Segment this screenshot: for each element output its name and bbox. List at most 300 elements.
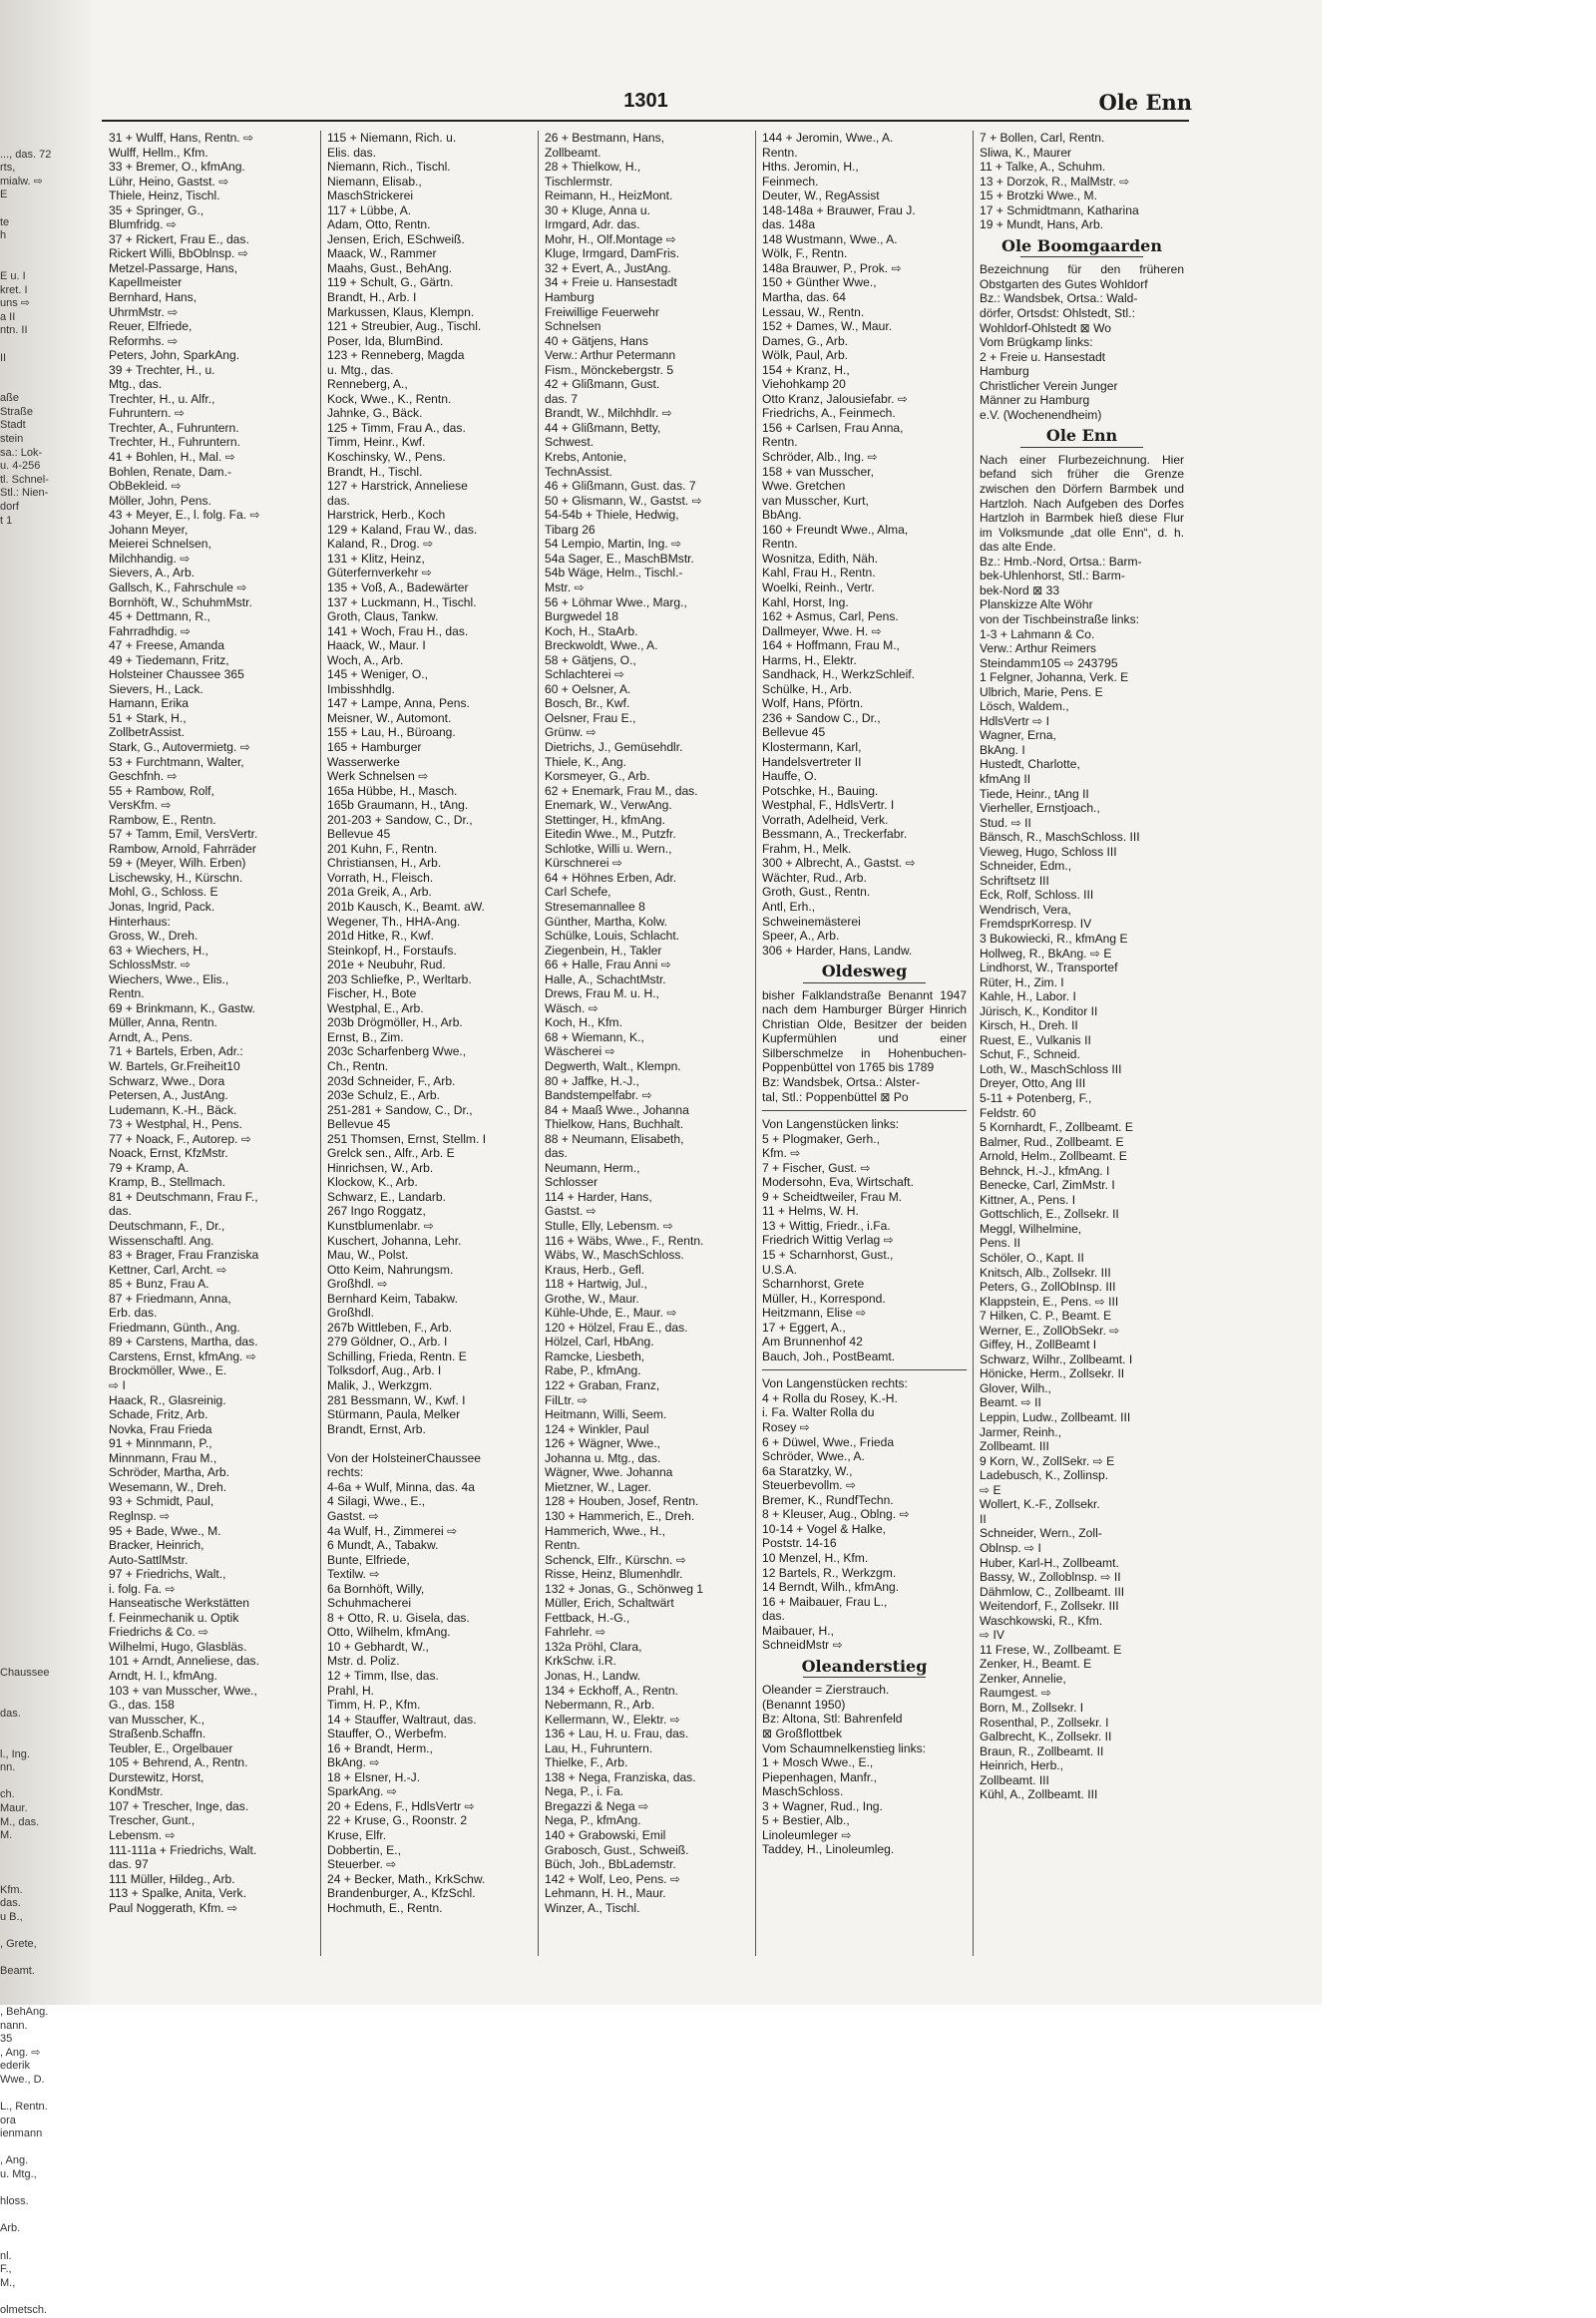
directory-entry: 116 + Wäbs, Wwe., F., Rentn. <box>545 1233 704 1248</box>
directory-entry: Wegener, Th., HHA-Ang. <box>327 914 461 929</box>
directory-entry: 148-148a + Brauwer, Frau J. <box>762 202 916 217</box>
directory-entry: 137 + Luckmann, H., Tischl. <box>327 594 477 609</box>
directory-entry: 64 + Höhnes Erben, Adr. <box>545 870 677 885</box>
directory-entry: 17 + Eggert, A., <box>762 1320 846 1335</box>
margin-fragment <box>0 1436 90 1450</box>
directory-entry: Fuhruntern. ⇨ <box>109 406 186 421</box>
directory-entry: Rentn. <box>109 986 145 1001</box>
directory-entry: 148a Brauwer, P., Prok. ⇨ <box>762 260 902 275</box>
margin-fragment: Straße <box>0 405 34 418</box>
margin-fragment <box>0 813 90 827</box>
directory-entry: Freiwillige Feuerwehr <box>545 304 659 319</box>
directory-entry: Rosey ⇨ <box>762 1420 810 1435</box>
directory-entry: Hammerich, Wwe., H., <box>545 1523 665 1538</box>
directory-entry: 121 + Streubier, Aug., Tischl. <box>327 319 482 334</box>
directory-entry: SchlossMstr. ⇨ <box>109 958 192 972</box>
directory-entry: 63 + Wiechers, H., <box>109 943 208 958</box>
directory-entry: Zollbeamt. <box>545 145 601 160</box>
directory-entry: Lühr, Heino, Gastst. ⇨ <box>109 174 229 189</box>
directory-entry: Beamt. ⇨ II <box>980 1395 1041 1410</box>
directory-entry: Nebermann, R., Arb. <box>545 1698 655 1713</box>
directory-entry: TechnAssist. <box>545 464 612 479</box>
margin-fragment <box>0 622 90 636</box>
directory-entry: Grelck sen., Alfr., Arb. E <box>327 1146 455 1161</box>
margin-fragment <box>0 826 90 840</box>
directory-entry: Brandenburger, A., KfzSchl. <box>327 1886 476 1901</box>
directory-entry: Handelsvertreter II <box>762 754 862 769</box>
directory-entry: Mietzner, W., Lager. <box>545 1479 651 1494</box>
directory-entry: Kahl, Horst, Ing. <box>762 594 849 609</box>
directory-entry: Stresemannallee 8 <box>545 899 645 914</box>
directory-entry: Schlotke, Willi u. Wern., <box>545 841 672 856</box>
directory-entry: Steindamm105 ⇨ 243795 <box>980 655 1118 670</box>
directory-entry: 89 + Carstens, Martha, das. <box>109 1335 258 1350</box>
directory-entry: 113 + Spalke, Anita, Verk. <box>109 1886 246 1901</box>
margin-fragment <box>0 1952 90 1966</box>
margin-fragment: mialw. ⇨ <box>0 175 43 188</box>
margin-fragment <box>0 1368 90 1382</box>
directory-entry: Behnck, H.-J., kfmAng. I <box>980 1163 1110 1178</box>
directory-entry: 131 + Klitz, Heinz, <box>327 551 425 566</box>
directory-entry: 8 + Kleuser, Aug., Oblng. ⇨ <box>762 1507 910 1522</box>
directory-entry: Schwarz, E., Landarb. <box>327 1189 446 1204</box>
directory-entry: Krebs, Antonie, <box>545 450 627 465</box>
directory-entry: Mohl, G., Schloss. E <box>109 885 218 900</box>
directory-entry: Eck, Rolf, Schloss. III <box>980 888 1094 903</box>
directory-entry: Nega, P., kfmAng. <box>545 1813 641 1828</box>
margin-fragment: , Ang. <box>0 2154 29 2167</box>
directory-entry: 3 Bukowiecki, R., kfmAng E <box>980 931 1128 946</box>
margin-fragment <box>0 949 90 963</box>
directory-entry: 134 + Eckhoff, A., Rentn. <box>545 1683 678 1698</box>
directory-entry: Schwest. <box>545 435 595 450</box>
directory-entry: 46 + Glißmann, Gust. das. 7 <box>545 479 696 494</box>
directory-entry: Schuhmacherei <box>327 1596 412 1611</box>
directory-entry: Galbrecht, K., Zollsekr. II <box>980 1730 1112 1744</box>
directory-entry: Ramcke, Liesbeth, <box>545 1349 645 1363</box>
directory-entry: Hochmuth, E., Rentn. <box>327 1900 443 1915</box>
directory-entry: Schnelsen <box>545 319 601 334</box>
margin-fragment: nn. <box>0 1761 16 1774</box>
street-heading: Oleanderstieg <box>762 1660 967 1679</box>
directory-entry: Heitmann, Willi, Seem. <box>545 1407 667 1422</box>
directory-entry: 12 Bartels, R., Werkzgm. <box>762 1565 897 1580</box>
directory-entry: Risse, Heinz, Blumenhdlr. <box>545 1567 683 1582</box>
directory-entry: Fettback, H.-G., <box>545 1610 630 1625</box>
directory-entry: 6a Bornhöft, Willy, <box>327 1581 425 1596</box>
directory-entry: Hinrichsen, W., Arb. <box>327 1160 434 1175</box>
directory-entry: Timm, H. P., Kfm. <box>327 1698 421 1713</box>
directory-entry: Lessau, W., Rentn. <box>762 304 865 319</box>
directory-entry: Antl, Erh., <box>762 899 816 914</box>
margin-fragment: uns ⇨ <box>0 297 31 310</box>
directory-column <box>103 131 320 1956</box>
directory-entry: 4a Wulf, H., Zimmerei ⇨ <box>327 1523 458 1538</box>
directory-entry: Vieweg, Hugo, Schloss III <box>980 844 1117 859</box>
directory-entry: 57 + Tamm, Emil, VersVertr. <box>109 827 258 842</box>
directory-entry: Drews, Frau M. u. H., <box>545 986 659 1001</box>
directory-entry: Trechter, H., Fuhruntern. <box>109 435 240 450</box>
directory-entry: Schlosser <box>545 1175 598 1190</box>
directory-entry: rechts: <box>327 1465 364 1480</box>
directory-column <box>973 131 1190 1956</box>
directory-entry: 130 + Hammerich, E., Dreh. <box>545 1508 695 1523</box>
directory-entry: Malik, J., Werkzgm. <box>327 1378 433 1393</box>
directory-entry: Modersohn, Eva, Wirtschaft. <box>762 1175 914 1190</box>
directory-entry: 11 + Helms, W. H. <box>762 1204 859 1219</box>
directory-entry: Dähmlow, C., Zollbeamt. III <box>980 1584 1125 1599</box>
directory-entry: 15 + Scharnhorst, Gust., <box>762 1248 894 1263</box>
directory-entry: Großhdl. ⇨ <box>327 1277 388 1292</box>
margin-fragment <box>0 2236 90 2250</box>
margin-fragment <box>0 1518 90 1532</box>
directory-entry: Thielkow, Hans, Buchhalt. <box>545 1117 684 1132</box>
directory-entry: Schlachterei ⇨ <box>545 667 625 682</box>
directory-entry: Wilhelmi, Hugo, Glasbläs. <box>109 1639 247 1654</box>
margin-fragment <box>0 881 90 895</box>
directory-entry: 8 + Otto, R. u. Gisela, das. <box>327 1610 470 1625</box>
margin-fragment <box>0 1422 90 1436</box>
directory-entry: Kuschert, Johanna, Lehr. <box>327 1233 462 1248</box>
directory-entry: Hths. Jeromin, H., <box>762 160 859 175</box>
directory-entry: 84 + Maaß Wwe., Johanna <box>545 1102 689 1117</box>
directory-entry: Hinterhaus: <box>109 914 171 929</box>
margin-fragment <box>0 1545 90 1559</box>
directory-entry: 267 Ingo Roggatz, <box>327 1204 426 1219</box>
directory-entry: Wäscherei ⇨ <box>545 1044 615 1059</box>
directory-entry: Kluge, Irmgard, DamFris. <box>545 246 680 261</box>
directory-entry: Tolksdorf, Aug., Arb. I <box>327 1363 442 1378</box>
directory-entry: KrkSchw. i.R. <box>545 1654 616 1669</box>
directory-entry: Braun, R., Zollbeamt. II <box>980 1743 1104 1758</box>
directory-entry: Vorrath, H., Fleisch. <box>327 870 434 885</box>
directory-entry: Bracker, Heinrich, <box>109 1538 204 1553</box>
margin-fragment: 35 <box>0 2033 13 2046</box>
margin-fragment <box>0 243 90 257</box>
directory-entry: 135 + Voß, A., Badewärter <box>327 580 469 594</box>
directory-entry: 16 + Maibauer, Frau L., <box>762 1594 888 1609</box>
directory-entry: 88 + Neumann, Elisabeth, <box>545 1131 684 1146</box>
margin-fragment <box>0 962 90 975</box>
directory-entry: 141 + Woch, Frau H., das. <box>327 623 469 638</box>
directory-entry: Metzel-Passarge, Hans, <box>109 260 238 275</box>
margin-fragment: nl. <box>0 2249 12 2262</box>
directory-entry: Wollert, K.-F., Zollsekr. <box>980 1497 1100 1512</box>
directory-entry: 68 + Wiemann, K., <box>545 1029 644 1044</box>
margin-fragment <box>0 1395 90 1409</box>
directory-entry: Rüter, H., Zim. I <box>980 974 1064 989</box>
margin-fragment: Stl.: Nien- <box>0 487 49 500</box>
directory-entry: 93 + Schmidt, Paul, <box>109 1494 214 1509</box>
directory-entry: Müller, Erich, Schaltwärt <box>545 1596 674 1611</box>
directory-entry: Otto Keim, Nahrungsm. <box>327 1262 454 1277</box>
directory-entry: Poser, Ida, BlumBind. <box>327 333 444 348</box>
directory-entry: Von Langenstücken rechts: <box>762 1376 908 1391</box>
directory-entry: Kühl, A., Zollbeamt. III <box>980 1787 1098 1802</box>
directory-entry: Brockmöller, Wwe., E. <box>109 1363 227 1378</box>
directory-entry: 80 + Jaffke, H.-J., <box>545 1073 639 1088</box>
directory-entry: 3 + Wagner, Rud., Ing. <box>762 1798 883 1813</box>
directory-entry: Jarmer, Reinh., <box>980 1424 1061 1439</box>
directory-entry: Oleander = Zierstrauch. <box>762 1683 890 1698</box>
directory-entry: Waschkowski, R., Kfm. <box>980 1613 1103 1628</box>
directory-entry: ⇨ IV <box>980 1628 1004 1643</box>
directory-entry: 203c Scharfenberg Wwe., <box>327 1044 467 1059</box>
directory-entry: 5 Kornhardt, F., Zollbeamt. E <box>980 1120 1133 1135</box>
directory-entry: ObBekleid. ⇨ <box>109 479 182 494</box>
directory-entry: U.S.A. <box>762 1262 797 1277</box>
margin-fragment: , Ang. ⇨ <box>0 2046 41 2059</box>
directory-entry: 12 + Timm, Ilse, das. <box>327 1668 439 1683</box>
directory-entry: 111 Müller, Hildeg., Arb. <box>109 1871 235 1886</box>
directory-entry: Reimann, H., HeizMont. <box>545 189 673 203</box>
directory-entry: Feldstr. 60 <box>980 1105 1036 1120</box>
directory-entry: Friedrichs, A., Feinmech. <box>762 406 896 421</box>
margin-fragment <box>0 1247 90 1261</box>
margin-fragment: aße <box>0 392 19 405</box>
directory-entry: Lau, H., Fuhruntern. <box>545 1740 653 1755</box>
directory-entry: Maibauer, H., <box>762 1623 834 1638</box>
directory-entry: Friedrichs & Co. ⇨ <box>109 1625 209 1640</box>
directory-entry: Westphal, F., HdlsVertr. I <box>762 798 895 813</box>
margin-fragment <box>0 1179 90 1193</box>
directory-entry: Bellevue 45 <box>327 1117 391 1132</box>
directory-entry: das. 97 <box>109 1857 149 1872</box>
directory-entry: 142 + Wolf, Leo, Pens. ⇨ <box>545 1871 680 1886</box>
directory-entry: e.V. (Wochenendheim) <box>980 407 1102 422</box>
directory-entry: 155 + Lau, H., Büroang. <box>327 725 456 740</box>
directory-entry: KondMstr. <box>109 1784 164 1799</box>
directory-entry: Teubler, E., Orgelbauer <box>109 1740 233 1755</box>
directory-entry: Kramp, B., Stellmach. <box>109 1175 225 1190</box>
directory-entry: 24 + Becker, Math., KrkSchw. <box>327 1871 486 1886</box>
directory-entry: 132 + Jonas, G., Schönweg 1 <box>545 1581 704 1596</box>
directory-entry: 95 + Bade, Wwe., M. <box>109 1523 221 1538</box>
directory-entry: Balmer, Rud., Zollbeamt. E <box>980 1134 1124 1149</box>
directory-entry: Lebensm. ⇨ <box>109 1827 176 1842</box>
margin-fragment <box>0 1274 90 1288</box>
directory-entry: i. Fa. Walter Rolla du <box>762 1405 875 1420</box>
margin-fragment <box>0 1599 90 1613</box>
directory-entry: 140 + Grabowski, Emil <box>545 1827 666 1842</box>
margin-fragment <box>0 1315 90 1329</box>
directory-entry: Fahrlehr. ⇨ <box>545 1625 606 1640</box>
directory-entry: Sliwa, K., Maurer <box>980 145 1072 160</box>
directory-entry: Bz: Altona, Stl: Bahrenfeld <box>762 1712 903 1727</box>
directory-entry: 120 + Hölzel, Frau E., das. <box>545 1320 688 1335</box>
margin-fragment <box>0 1111 90 1125</box>
directory-entry: Rentn. <box>762 145 798 160</box>
directory-entry: Schröder, Martha, Arb. <box>109 1465 229 1480</box>
margin-fragment <box>0 1206 90 1220</box>
directory-entry: Imbisshhdlg. <box>327 681 395 696</box>
directory-entry: Knitsch, Alb., Zollsekr. III <box>980 1265 1111 1280</box>
directory-entry: Otto, Wilhelm, kfmAng. <box>327 1625 451 1640</box>
directory-entry: Thiele, Heinz, Tischl. <box>109 189 220 203</box>
margin-fragment <box>0 135 90 149</box>
directory-entry: 87 + Friedmann, Anna, <box>109 1291 231 1306</box>
margin-fragment: a II <box>0 310 16 323</box>
directory-entry: Von Langenstücken links: <box>762 1117 900 1132</box>
street-heading: Oldesweg <box>762 965 967 983</box>
directory-entry: 30 + Kluge, Anna u. <box>545 202 650 217</box>
margin-fragment <box>0 772 90 786</box>
margin-fragment <box>0 256 90 270</box>
margin-fragment: ..., das. 72 <box>0 148 52 161</box>
directory-entry: 107 + Trescher, Inge, das. <box>109 1798 249 1813</box>
directory-entry: Bassy, W., Zolloblnsp. ⇨ II <box>980 1570 1121 1585</box>
directory-entry: ⇨ I <box>109 1378 126 1393</box>
directory-entry: Scharnhorst, Grete <box>762 1277 865 1292</box>
directory-entry: Viehohkamp 20 <box>762 377 846 392</box>
page-header <box>100 84 1192 114</box>
directory-entry: Zollbeamt. III <box>980 1772 1049 1787</box>
directory-entry: Rentn. <box>762 435 798 450</box>
directory-entry: Huber, Karl-H., Zollbeamt. <box>980 1555 1119 1570</box>
margin-fragment <box>0 1843 90 1857</box>
directory-entry: Stark, G., Autovermietg. ⇨ <box>109 739 250 754</box>
margin-fragment <box>0 1490 90 1504</box>
margin-fragment: M. <box>0 1829 13 1842</box>
directory-entry: Arnold, Helm., Zollbeamt. E <box>980 1149 1127 1164</box>
margin-fragment <box>0 202 90 216</box>
directory-entry: 35 + Springer, G., <box>109 202 204 217</box>
directory-entry: 91 + Minnmann, P., <box>109 1436 212 1451</box>
directory-entry: 33 + Bremer, O., kfmAng. <box>109 160 245 175</box>
margin-fragment <box>0 1558 90 1572</box>
directory-entry: 20 + Edens, F., HdlsVertr ⇨ <box>327 1798 475 1813</box>
directory-entry: 203b Drögmöller, H., Arb. <box>327 1015 463 1030</box>
margin-fragment <box>0 1043 90 1057</box>
margin-fragment <box>0 582 90 596</box>
margin-fragment <box>0 1450 90 1464</box>
directory-entry: Martha, das. 64 <box>762 290 847 305</box>
directory-entry: Meisner, W., Automont. <box>327 710 452 725</box>
directory-entry: Blumfridg. ⇨ <box>109 217 177 232</box>
directory-entry: Stauffer, O., Werbefm. <box>327 1727 447 1741</box>
directory-entry: Irmgard, Adr. das. <box>545 217 640 232</box>
directory-entry: Hustedt, Charlotte, <box>980 757 1080 772</box>
margin-fragment <box>0 1775 90 1789</box>
directory-entry: 45 + Dettmann, R., <box>109 609 210 624</box>
directory-entry: Timm, Heinr., Kwf. <box>327 435 426 450</box>
directory-entry: 114 + Harder, Hans, <box>545 1189 652 1204</box>
margin-fragment <box>0 894 90 908</box>
directory-entry: Hanseatische Werkstätten <box>109 1596 249 1611</box>
directory-entry: Niemann, Rich., Tischl. <box>327 160 451 175</box>
directory-entry: 132a Pröhl, Clara, <box>545 1639 642 1654</box>
directory-entry: Gross, W., Dreh. <box>109 929 199 944</box>
directory-entry: (Benannt 1950) <box>762 1697 846 1712</box>
directory-entry: 49 + Tiedemann, Fritz, <box>109 652 229 667</box>
directory-entry: 47 + Freese, Amanda <box>109 638 224 653</box>
directory-entry: Zollbeamt. III <box>980 1439 1049 1454</box>
directory-entry: Johann Meyer, <box>109 522 189 537</box>
directory-entry: Hamann, Erika <box>109 696 189 711</box>
directory-entry: Rosenthal, P., Zollsekr. I <box>980 1715 1109 1730</box>
directory-entry: Wohldorf-Ohlstedt ⊠ Wo <box>980 320 1112 335</box>
margin-fragment <box>0 1002 90 1016</box>
directory-entry: 32 + Evert, A., JustAng. <box>545 260 671 275</box>
directory-entry: 41 + Bohlen, H., Mal. ⇨ <box>109 450 235 465</box>
directory-entry: Ludemann, K.-H., Bäck. <box>109 1102 237 1117</box>
directory-entry: Arndt, H. I., kfmAng. <box>109 1668 217 1683</box>
margin-fragment <box>0 1856 90 1870</box>
directory-entry: Lehmann, H. H., Maur. <box>545 1886 666 1901</box>
directory-entry: Fism., Mönckebergstr. 5 <box>545 362 674 377</box>
directory-entry: Sievers, A., Arb. <box>109 566 196 580</box>
directory-entry: Brandt, Ernst, Arb. <box>327 1421 426 1436</box>
directory-entry: Heinrich, Herb., <box>980 1758 1064 1773</box>
directory-entry: Wissenschaftl. Ang. <box>109 1233 214 1248</box>
directory-entry: 26 + Bestmann, Hans, <box>545 131 664 145</box>
directory-entry: Feinmech. <box>762 174 819 189</box>
directory-entry: Milchhandig. ⇨ <box>109 551 191 566</box>
directory-entry: 44 + Glißmann, Betty, <box>545 420 661 435</box>
directory-entry: Otto Kranz, Jalousiefabr. ⇨ <box>762 391 908 406</box>
margin-fragment <box>0 1220 90 1234</box>
directory-entry: Müller, H., Korrespond. <box>762 1291 886 1306</box>
directory-entry: Bohlen, Renate, Dam.- <box>109 464 232 479</box>
directory-entry: Eitedin Wwe., M., Putzfr. <box>545 827 676 842</box>
directory-entry: Klockow, K., Arb. <box>327 1175 418 1190</box>
directory-entry: 105 + Behrend, A., Rentn. <box>109 1755 248 1770</box>
margin-fragment <box>0 1016 90 1030</box>
directory-entry: 73 + Westphal, H., Pens. <box>109 1117 242 1132</box>
directory-entry: 53 + Furchtmann, Walter, <box>109 754 244 769</box>
directory-entry: Benecke, Carl, ZimMstr. I <box>980 1178 1115 1193</box>
directory-entry: UhrmMstr. ⇨ <box>109 304 179 319</box>
directory-entry: 201e + Neubuhr, Rud. <box>327 958 446 972</box>
directory-entry: Fahrradhdig. ⇨ <box>109 623 192 638</box>
directory-entry: Bellevue 45 <box>327 827 391 842</box>
margin-fragment <box>0 1477 90 1491</box>
directory-entry: Kruse, Elfr. <box>327 1827 387 1842</box>
directory-entry: 2 + Freie u. Hansestadt <box>980 349 1106 364</box>
directory-entry: Ruest, E., Vulkanis II <box>980 1032 1091 1047</box>
directory-entry: Peters, John, SparkAng. <box>109 348 240 363</box>
directory-entry: Dietrichs, J., Gemüsehdlr. <box>545 739 683 754</box>
directory-entry: Kürschnerei ⇨ <box>545 856 623 871</box>
directory-entry: Bz.: Wandsbek, Ortsa.: Wald- <box>980 291 1138 306</box>
directory-entry: Kock, Wwe., K., Rentn. <box>327 391 452 406</box>
directory-entry: 201d Hitke, R., Kwf. <box>327 929 434 944</box>
directory-entry: Mstr. d. Poliz. <box>327 1654 400 1669</box>
directory-entry: Kellermann, W., Elektr. ⇨ <box>545 1712 680 1727</box>
directory-entry: Schneider, Edm., <box>980 859 1072 874</box>
directory-entry: Enemark, W., VerwAng. <box>545 798 672 813</box>
directory-entry: 83 + Brager, Frau Franziska <box>109 1248 259 1263</box>
margin-fragment <box>0 2290 90 2304</box>
margin-fragment: Beamt. <box>0 1965 35 1978</box>
directory-entry: 54-54b + Thiele, Hedwig, <box>545 508 679 523</box>
margin-fragment <box>0 799 90 813</box>
directory-entry: Bellevue 45 <box>762 725 826 740</box>
directory-entry: Renneberg, A., <box>327 377 408 392</box>
directory-entry: 103 + van Musscher, Wwe., <box>109 1683 257 1698</box>
directory-entry: Wäsch. ⇨ <box>545 1000 598 1015</box>
directory-entry: Mau, W., Polst. <box>327 1248 409 1263</box>
directory-entry: Adam, Otto, Rentn. <box>327 217 431 232</box>
directory-entry: Reglnsp. ⇨ <box>109 1508 171 1523</box>
directory-entry: 124 + Winkler, Paul <box>545 1421 649 1436</box>
directory-entry: Lindhorst, W., Transportef <box>980 961 1118 975</box>
margin-fragment <box>0 867 90 881</box>
directory-entry: 55 + Rambow, Rolf, <box>109 783 214 798</box>
directory-entry: Nega, P., i. Fa. <box>545 1784 624 1799</box>
directory-entry: 148 Wustmann, Wwe., A. <box>762 231 898 246</box>
directory-entry: Sandhack, H., WerkzSchleif. <box>762 667 916 682</box>
